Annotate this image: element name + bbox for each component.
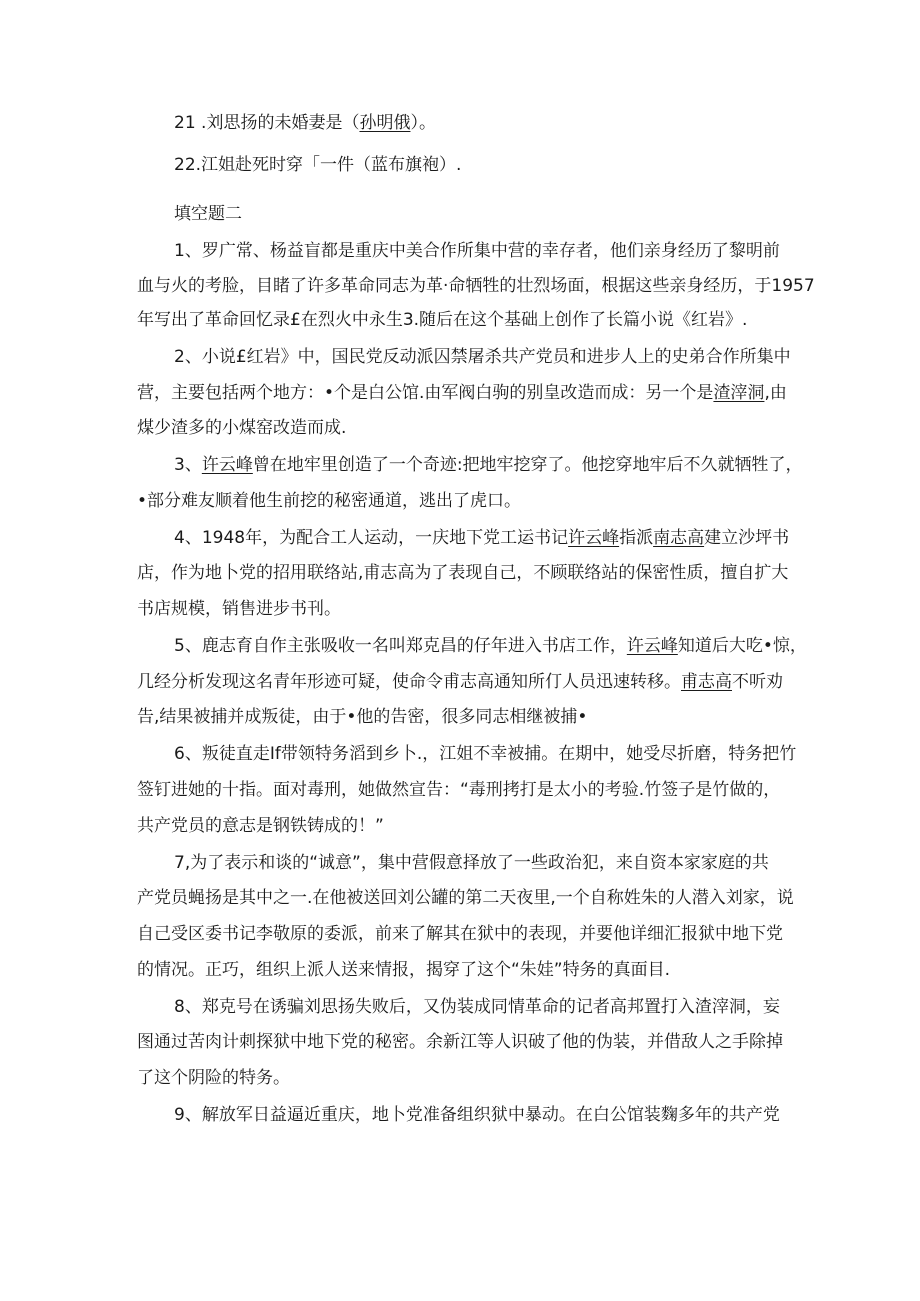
paragraph-7-line-3: 自己受区委书记李敬原的委派，前来了解其在狱中的表现，并要他详细汇报狱中地下党: [137, 924, 783, 944]
paragraph-6-line-3: 共产党员的意志是钢铁铸成的！”: [137, 816, 384, 836]
paragraph-5-line-3: 告,结果被捕并成叛徒，由于•他的告密，很多同志相继被捕•: [137, 707, 588, 727]
question-22: 22.江姐赴死时穿「一件（蓝布旗袍）.: [174, 155, 462, 175]
paragraph-8-line-1: 8、郑克号在诱骗刘思扬失败后，又伪装成同情革命的记者高邦置打入渣滓洞，妄: [174, 997, 780, 1017]
paragraph-7-line-2: 产党员蝇扬是其中之一.在他被送回刘公罐的第二天夜里,一个自称姓朱的人潜入刘家，说: [137, 888, 794, 908]
paragraph-8-line-2: 图通过苦肉计刺探狱中地下党的秘密。余新江等人识破了他的伪装，并借敌人之手除掉: [137, 1032, 783, 1052]
paragraph-3-line-2: •部分难友顺着他生前挖的秘密通道，逃出了虎口。: [137, 491, 522, 511]
paragraph-4-line-3: 书店规模，销售进步书刊。: [137, 599, 341, 619]
paragraph-4-line-1: 4、1948年，为配合工人运动，一庆地下党工运书记许云峰指派南志高建立沙坪书: [174, 528, 790, 548]
paragraph-7-line-4: 的情况。正巧，组织上派人送来情报，揭穿了这个“朱娃”特务的真面目.: [137, 960, 671, 980]
paragraph-5-line-2: 几经分析发现这名青年形迹可疑，使命令甫志高通知所仃人员迅速转移。甫志高不听劝: [137, 672, 783, 692]
paragraph-7-line-1: 7,为了表示和谈的“诚意”，集中营假意择放了一些政治犯，来自资本家家庭的共: [174, 853, 769, 873]
paragraph-6-line-1: 6、叛徒直走If带领特务滔到乡卜.，江姐不幸被捕。在期中，她受尽折磨，特务把竹: [174, 744, 797, 764]
underlined-name: 许云峰: [201, 455, 253, 475]
paragraph-1-line-2: 血与火的考脸，目睹了许多革命同志为革·命牺牲的壮烈场面，根据这些亲身经历，于1957: [137, 276, 815, 296]
paragraph-8-line-3: 了这个阴险的特务。: [137, 1068, 290, 1088]
paragraph-2-line-2: 营，主要包括两个地方：•个是白公馆.由军阀白驹的别皇改造而成：另一个是渣滓洞,由: [137, 383, 787, 403]
section-title: 填空题二: [174, 204, 242, 224]
paragraph-1-line-3: 年写出了革命回忆录£在烈火中永生3.随后在这个基础上创作了长篇小说《红岩》.: [137, 310, 748, 330]
underlined-name: 南志高: [653, 528, 705, 548]
underlined-term: 渣滓洞: [713, 383, 765, 403]
underlined-name: 许云峰: [568, 528, 620, 548]
paragraph-1-line-1: 1、罗广常、杨益盲都是重庆中美合作所集中营的幸存者，他们亲身经历了黎明前: [174, 241, 780, 261]
paragraph-4-line-2: 店，作为地卜党的招用联络站,甫志高为了表现自己，不顾联络站的保密性质，擅自扩大: [137, 563, 789, 583]
paragraph-2-line-3: 煤少渣多的小煤窑改造而成.: [137, 418, 347, 438]
underlined-name: 许云峰: [626, 636, 678, 656]
paragraph-3-line-1: 3、许云峰曾在地牢里创造了一个奇迹:把地牢挖穿了。他挖穿地牢后不久就牺牲了，: [174, 455, 803, 475]
paragraph-6-line-2: 签钉进她的十指。面对毒刑，她做然宣告：“毒刑拷打是太小的考验.竹签子是竹做的，: [137, 780, 781, 800]
answer-21: 孙明俄: [359, 113, 411, 133]
paragraph-9-line-1: 9、解放军日益逼近重庆，地卜党准备组织狱中暴动。在白公馆装麴多年的共产党: [174, 1105, 780, 1125]
paragraph-5-line-1: 5、鹿志育自作主张吸收一名叫郑克昌的仔年进入书店工作，许云峰知道后大吃•惊，: [174, 636, 807, 656]
question-21: 21 .刘思扬的未婚妻是（孙明俄）。: [174, 113, 436, 133]
paragraph-2-line-1: 2、小说£红岩》中，国民党反动派囚禁屠杀共产党员和进步人上的史弟合作所集中: [174, 347, 791, 367]
underlined-name: 甫志高: [681, 672, 732, 692]
